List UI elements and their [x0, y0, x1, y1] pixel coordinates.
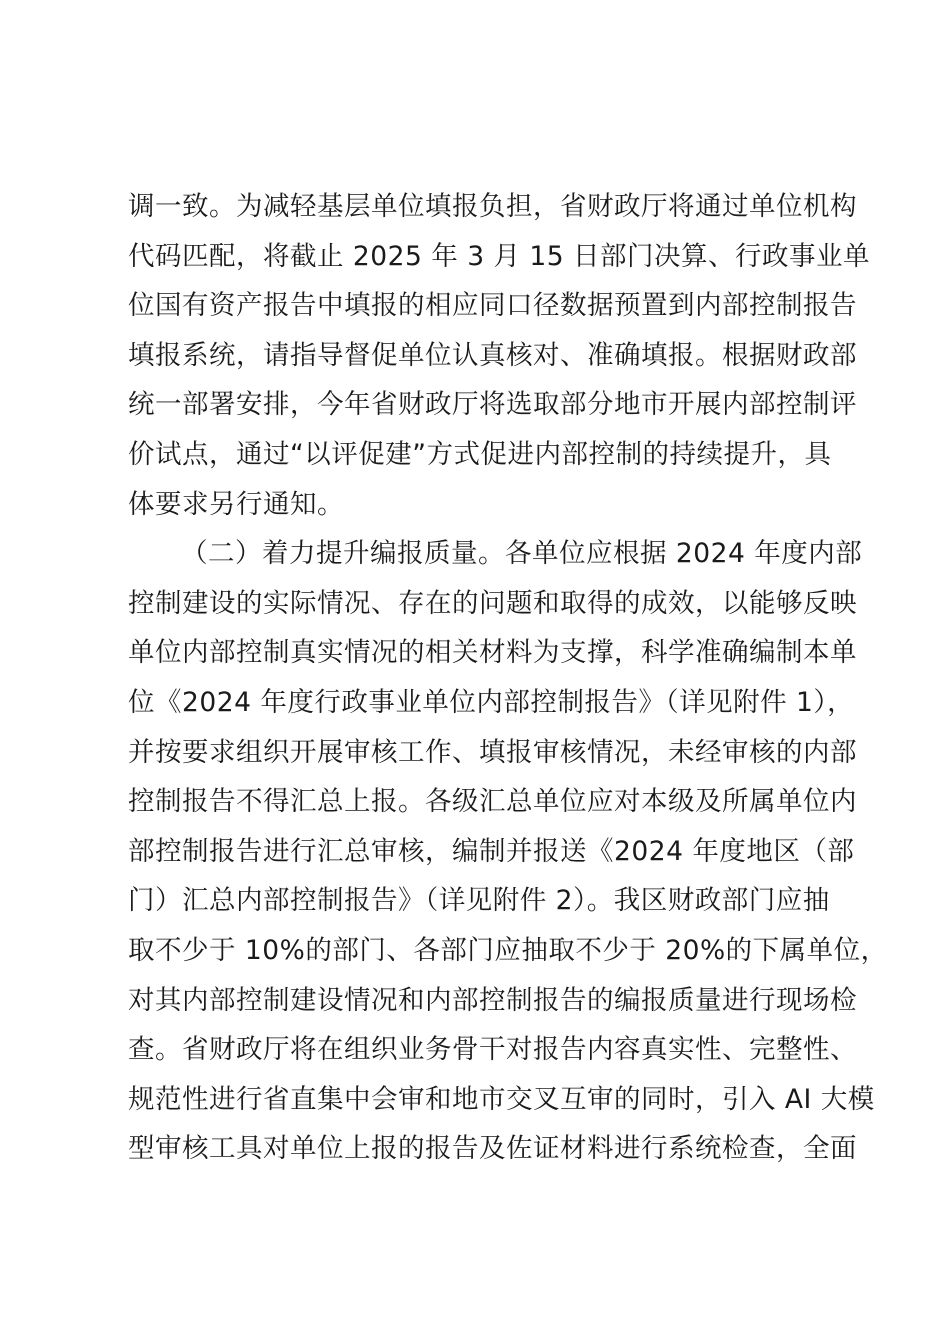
text-line: 位《2024 年度行政事业单位内部控制报告》（详见附件 1），	[128, 686, 855, 718]
text-line: 统一部署安排，今年省财政厅将选取部分地市开展内部控制评	[128, 389, 857, 421]
text-line: 取不少于 10%的部门、各部门应抽取不少于 20%的下属单位，	[128, 934, 888, 966]
text-line: 并按要求组织开展审核工作、填报审核情况，未经审核的内部	[128, 736, 857, 768]
text-line: 控制建设的实际情况、存在的问题和取得的成效，以能够反映	[128, 587, 857, 619]
text-line: 对其内部控制建设情况和内部控制报告的编报质量进行现场检	[128, 984, 857, 1016]
text-line: 填报系统，请指导督促单位认真核对、准确填报。根据财政部	[128, 339, 857, 371]
text-line: 控制报告不得汇总上报。各级汇总单位应对本级及所属单位内	[128, 786, 857, 818]
text-line: 体要求另行通知。	[128, 488, 344, 520]
text-line: 规范性进行省直集中会审和地市交叉互审的同时，引入 AI 大模	[128, 1083, 875, 1115]
text-line: 型审核工具对单位上报的报告及佐证材料进行系统检查，全面	[128, 1133, 857, 1165]
text-line: 查。省财政厅将在组织业务骨干对报告内容真实性、完整性、	[128, 1034, 857, 1066]
text-line: 门）汇总内部控制报告》（详见附件 2）。我区财政部门应抽	[128, 885, 830, 917]
text-line: 价试点，通过“以评促建”方式促进内部控制的持续提升，具	[128, 438, 832, 470]
text-line: 代码匹配，将截止 2025 年 3 月 15 日部门决算、行政事业单	[128, 240, 871, 272]
body-text	[128, 182, 888, 1174]
text-line: 单位内部控制真实情况的相关材料为支撑，科学准确编制本单	[128, 637, 857, 669]
text-line: 调一致。为减轻基层单位填报负担，省财政厅将通过单位机构	[128, 191, 857, 222]
text-line: 位国有资产报告中填报的相应同口径数据预置到内部控制报告	[128, 290, 857, 322]
text-line: 部控制报告进行汇总审核，编制并报送《2024 年度地区（部	[128, 835, 855, 867]
paragraph-heading-line: （二）着力提升编报质量。各单位应根据 2024 年度内部	[181, 538, 863, 570]
